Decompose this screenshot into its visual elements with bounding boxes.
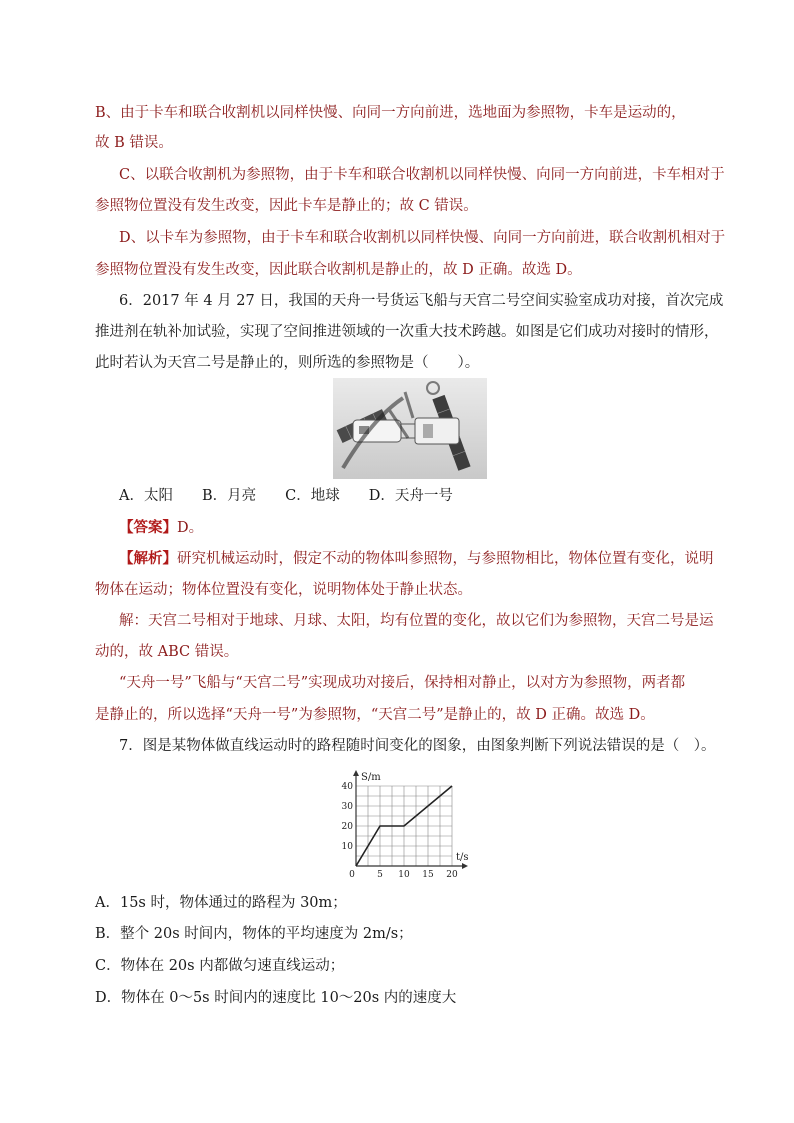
answer-tag: 【答案】 [119,519,177,536]
y-tick-label: 30 [341,802,353,812]
y-tick-label: 20 [341,822,353,832]
x-tick-label: 15 [422,870,434,880]
x-tick-label: 20 [446,870,458,880]
option-b-line2: 故 B 错误。 [95,135,173,151]
question-6-line2: 推进剂在轨补加试验，实现了空间推进领域的一次重大技术跨越。如图是它们成功对接时的情形， [95,324,719,340]
x-tick-label: 0 [349,870,355,880]
option-d-line1: D、以卡车为参照物，由于卡车和联合收割机以同样快慢、向同一方向前进，联合收割机相对于 [119,230,726,246]
y-tick-label: 10 [341,842,353,852]
distance-time-chart [338,768,470,880]
analysis-text: 研究机械运动时，假定不动的物体叫参照物，与参照物相比，物体位置有变化，说明 [177,551,714,567]
solution-line3: “天舟一号”飞船与“天宫二号”实现成功对接后，保持相对静止，以对方为参照物，两者都 [119,675,686,691]
question-7-stem: 7．图是某物体做直线运动时的路程随时间变化的图象，由图象判断下列说法错误的是（ ）。 [119,738,716,754]
question-7-option-b: B．整个 20s 时间内，物体的平均速度为 2m/s； [95,926,413,942]
option-d-line2: 参照物位置没有发生改变，因此联合收割机是静止的，故 D 正确。故选 D。 [95,262,582,278]
y-tick-label: 40 [341,782,353,792]
question-7-option-d: D．物体在 0～5s 时间内的速度比 10～20s 内的速度大 [95,990,457,1006]
x-tick-label: 5 [377,870,383,880]
question-7-option-a: A．15s 时，物体通过的路程为 30m； [95,895,347,911]
solution-line2: 动的，故 ABC 错误。 [95,644,239,660]
question-6-line1: 6．2017 年 4 月 27 日，我国的天舟一号货运飞船与天宫二号空间实验室成功对接，首次完成 [119,293,724,309]
x-axis-label: t/s [456,852,469,863]
solution-line4: 是静止的，所以选择“天舟一号”为参照物，“天宫二号”是静止的，故 D 正确。故选 D。 [95,707,655,723]
question-6-line3: 此时若认为天宫二号是静止的，则所选的参照物是（ ）。 [95,355,480,371]
spacecraft-docking-photo [333,378,487,479]
y-axis-arrow [353,770,359,776]
question-7-option-c: C．物体在 20s 内都做匀速直线运动； [95,958,345,974]
x-axis-arrow [462,863,468,869]
option-c-line2: 参照物位置没有发生改变，因此卡车是静止的；故 C 错误。 [95,198,478,214]
y-axis-label: S/m [361,772,381,783]
solution-line1: 解：天宫二号相对于地球、月球、太阳，均有位置的变化，故以它们为参照物，天宫二号是运 [119,613,714,629]
analysis-line1 [119,549,714,569]
analysis-tag: 【解析】 [119,550,177,567]
option-c-line1: C、以联合收割机为参照物，由于卡车和联合收割机以同样快慢、向同一方向前进，卡车相对于 [119,167,725,183]
x-tick-label: 10 [398,870,410,880]
question-6-options: A．太阳 B．月亮 C．地球 D．天舟一号 [119,488,453,504]
answer-line [119,518,203,538]
answer-value: D。 [177,520,204,536]
analysis-line2: 物体在运动；物体位置没有变化，说明物体处于静止状态。 [95,582,472,598]
option-b-line1: B、由于卡车和联合收割机以同样快慢、向同一方向前进，选地面为参照物，卡车是运动的， [95,105,686,121]
